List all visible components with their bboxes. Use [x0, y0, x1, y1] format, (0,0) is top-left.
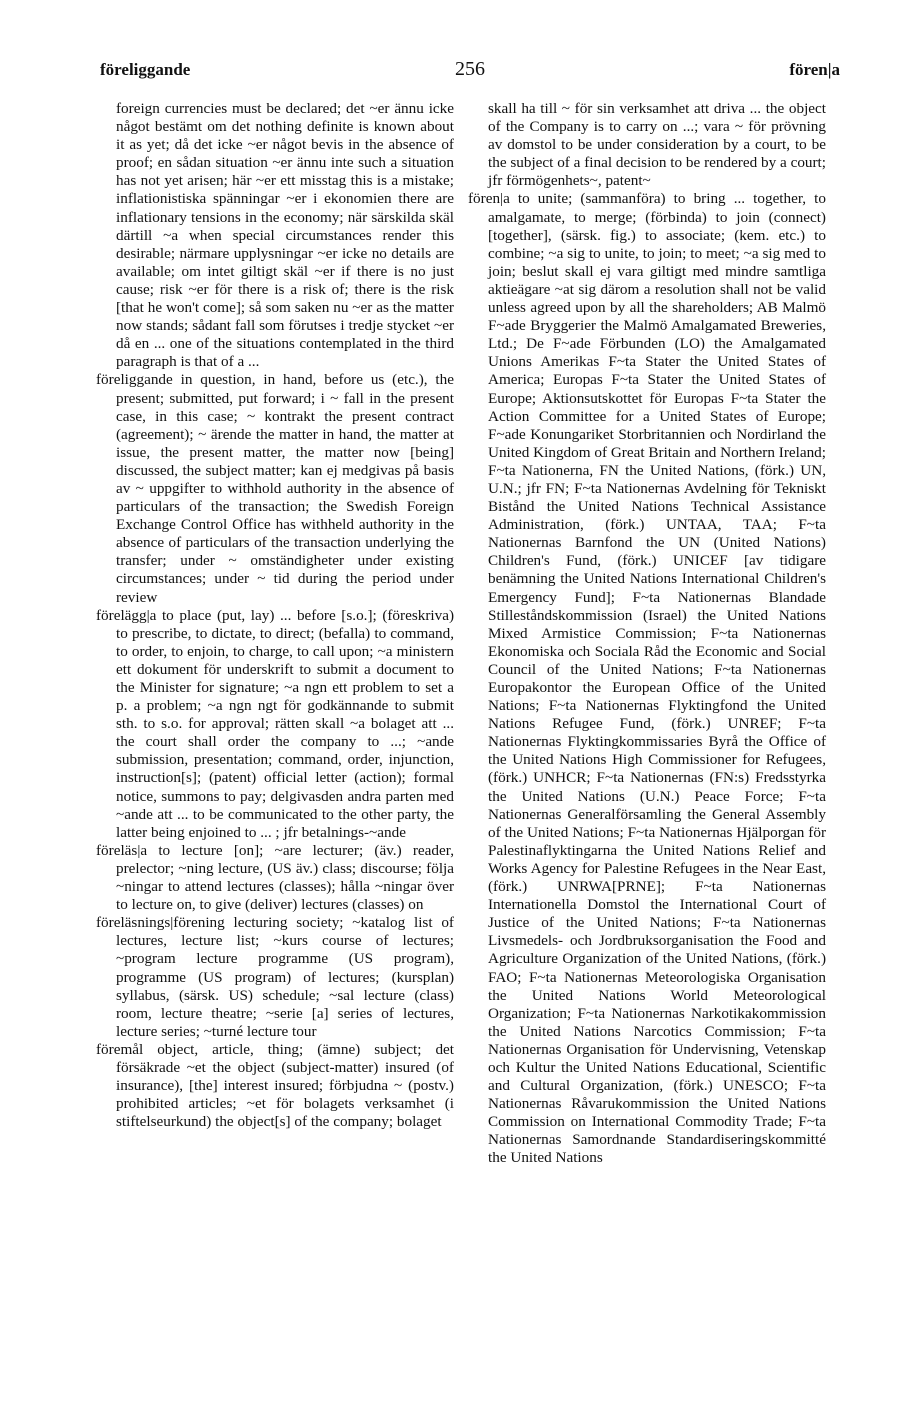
- page-number: 256: [455, 58, 485, 80]
- dictionary-entry: föremål object, article, thing; (ämne) subject; det försäkrade ~et the object (subject-matter) insured (of insurance), [the] interest insured; förbjudna ~ (postv.) prohibited articles; ~et för bolagets verksamhet (i stiftelseurkund) the object[s] of the company; bolaget: [96, 1040, 454, 1131]
- dictionary-entry: fören|a to unite; (sammanföra) to bring ... together, to amalgamate, to merge; (förbinda) to join (connect) [together], (särsk. fig.) to associate; (kem. etc.) to combine; ~a sig to unite, to join; to meet; ~a sig med to join; beslut skall ej vara giltigt med mindre samtliga aktieägare ~at sig därom a resolution shall not be valid unless agreed upon by all the shareholders; AB Malmö F~ade Bryggerier the Malmö Amalgamated Breweries, Ltd.; De F~ade Förbunden (LO) the Amalgamated Unions Amerikas F~ta Stater the United States of America; Europas F~ta Stater the United States of Europe; Aktionsutskottet för Europas F~ta Stater the Action Committee for a United States of Europe; F~ade Konungariket Storbritannien och Nordirland the United Kingdom of Great Britain and Northern Ireland; F~ta Nationerna, FN the United Nations, (förk.) UN, U.N.; jfr FN; F~ta Nationernas Avdelning för Tekniskt Bistånd the United Nations Technical Assistance Administration, (förk.) UNTAA, TAA; F~ta Nationernas Barnfond the UN (United Nations) Children's Fund, (förk.) UNICEF [av tidigare benämning the United Nations International Children's Emergency Fund]; F~ta Nationernas Blandade Stilleståndskommission (Israel) the United Nations Mixed Armistice Commission; F~ta Nationernas Ekonomiska och Sociala Råd the Economic and Social Council of the United Nations; F~ta Nationernas Europakontor the European Office of the United Nations; F~ta Nationernas Flyktingfond the United Nations Refugee Fund, (förk.) UNREF; F~ta Nationernas Flyktingkommissaries Byrå the Office of the United Nations High Commissioner for Refugees, (förk.) UNHCR; F~ta Nationernas (FN:s) Fredsstyrka the United Nations (U.N.) Peace Force; F~ta Nationernas Generalförsamling the General Assembly of the United Nations; F~ta Nationernas Hjälporgan för Palestinaflyktingarna the United Nations Relief and Works Agency for Palestine Refugees in the Near East, (förk.) UNRWA[PRNE]; F~ta Nationernas Internationella Domstol the International Court of Justice of the United Nations; F~ta Nationernas Livsmedels- och Jordbruksorganisation the Food and Agriculture Organization of the United Nations, (förk.) FAO; F~ta Nationernas Meteorologiska Organisation the United Nations World Meteorological Organization; F~ta Nationernas Narkotikakommission the United Nations Narcotics Commission; F~ta Nationernas Organisation för Undervisning, Vetenskap och Kultur the United Nations Educational, Scientific and Cultural Organization, (förk.) UNESCO; F~ta Nationernas Råvarukommission the United Nations Commission on International Commodity Trade; F~ta Nationernas Samordnande Standardiseringskommitté the United Nations: [468, 190, 826, 1167]
- right-running-headword: fören|a: [789, 60, 840, 79]
- dictionary-entry: föreläs|a to lecture [on]; ~are lecturer; (äv.) reader, prelector; ~ning lecture, (US äv.) class; discourse; följa ~ningar to attend lectures (classes); hålla ~ningar över to lecture on, to give (deliver) lectures (classes) on: [96, 841, 454, 914]
- dictionary-entry: förelägg|a to place (put, lay) ... before [s.o.]; (föreskriva) to prescribe, to dictate, to direct; (befalla) to command, to order, to enjoin, to charge, to call upon; ~a ministern ett dokument för underskrift to submit a document to the Minister for signature; ~a ngn ett problem to set a p. a problem; ~a ngn ngt för godkännande to submit sth. to s.o. for approval; rätten skall ~a bolaget att ... the court shall order the company to ...; ~ande submission, presentation; command, order, injunction, instruction[s]; (patent) official letter (action); formal notice, summons to pay; delgivasden andra parten med ~ande att ... to be communicated to the other party, the latter being enjoined to ... ; jfr betalnings-~ande: [96, 606, 454, 841]
- dictionary-entry: skall ha till ~ för sin verksamhet att driva ... the object of the Company is to carry on ...; vara ~ för prövning av domstol to be under consideration by a court, to be the subject of a final decision to be rendered by a court; jfr förmögenhets~, patent~: [488, 100, 826, 190]
- left-column: [96, 100, 454, 1131]
- dictionary-entry: föreläsnings|förening lecturing society; ~katalog list of lectures, lecture list; ~kurs course of lectures; ~program lecture programme (US program), programme (US program) of lectures; (kursplan) syllabus, (särsk. US) schedule; ~sal lecture (class) room, lecture theatre; ~serie [a] series of lectures, lecture series; ~turné lecture tour: [96, 914, 454, 1040]
- left-running-headword: föreliggande: [100, 60, 191, 79]
- dictionary-entry: foreign currencies must be declared; det ~er ännu icke något bestämt om det nothing definite is known about it as yet; då det icke ~er något bevis in the absence of proof; en sådan situation ~er ännu inte such a situation has not yet arisen; här ~er ett misstag this is a mistake; inflationistiska spänningar ~er i ekonomien there are inflationary tensions in the economy; när särskilda skäl därtill ~a when special circumstances render this desirable; närmare upplysningar ~er icke no details are available; om intet giltigt skäl ~er if there is no just cause; risk ~er för there is a risk of; there is the risk [that he won't come]; så som saken nu ~er as the matter now stands; sådant fall som förutses i tredje stycket ~er då en ... one of the situations contemplated in the third paragraph is that of a ...: [116, 100, 454, 371]
- right-column: [468, 100, 826, 1168]
- dictionary-entry: föreliggande in question, in hand, before us (etc.), the present; submitted, put forward; i ~ fall in the present case, in this case; ~ kontrakt the present contract (agreement); ~ ärende the matter in hand, the matter at issue, the present matter, the matter now [being] discussed, the subject matter; kan ej medgivas på basis av ~ uppgifter to withhold authority in the absence of particulars of the transaction; the Swedish Foreign Exchange Control Office has withheld authority in the absence of particulars of the transaction underlying the transfer; under ~ omständigheter under existing circumstances; under ~ tid during the period under review: [96, 371, 454, 606]
- page-header: [100, 60, 840, 90]
